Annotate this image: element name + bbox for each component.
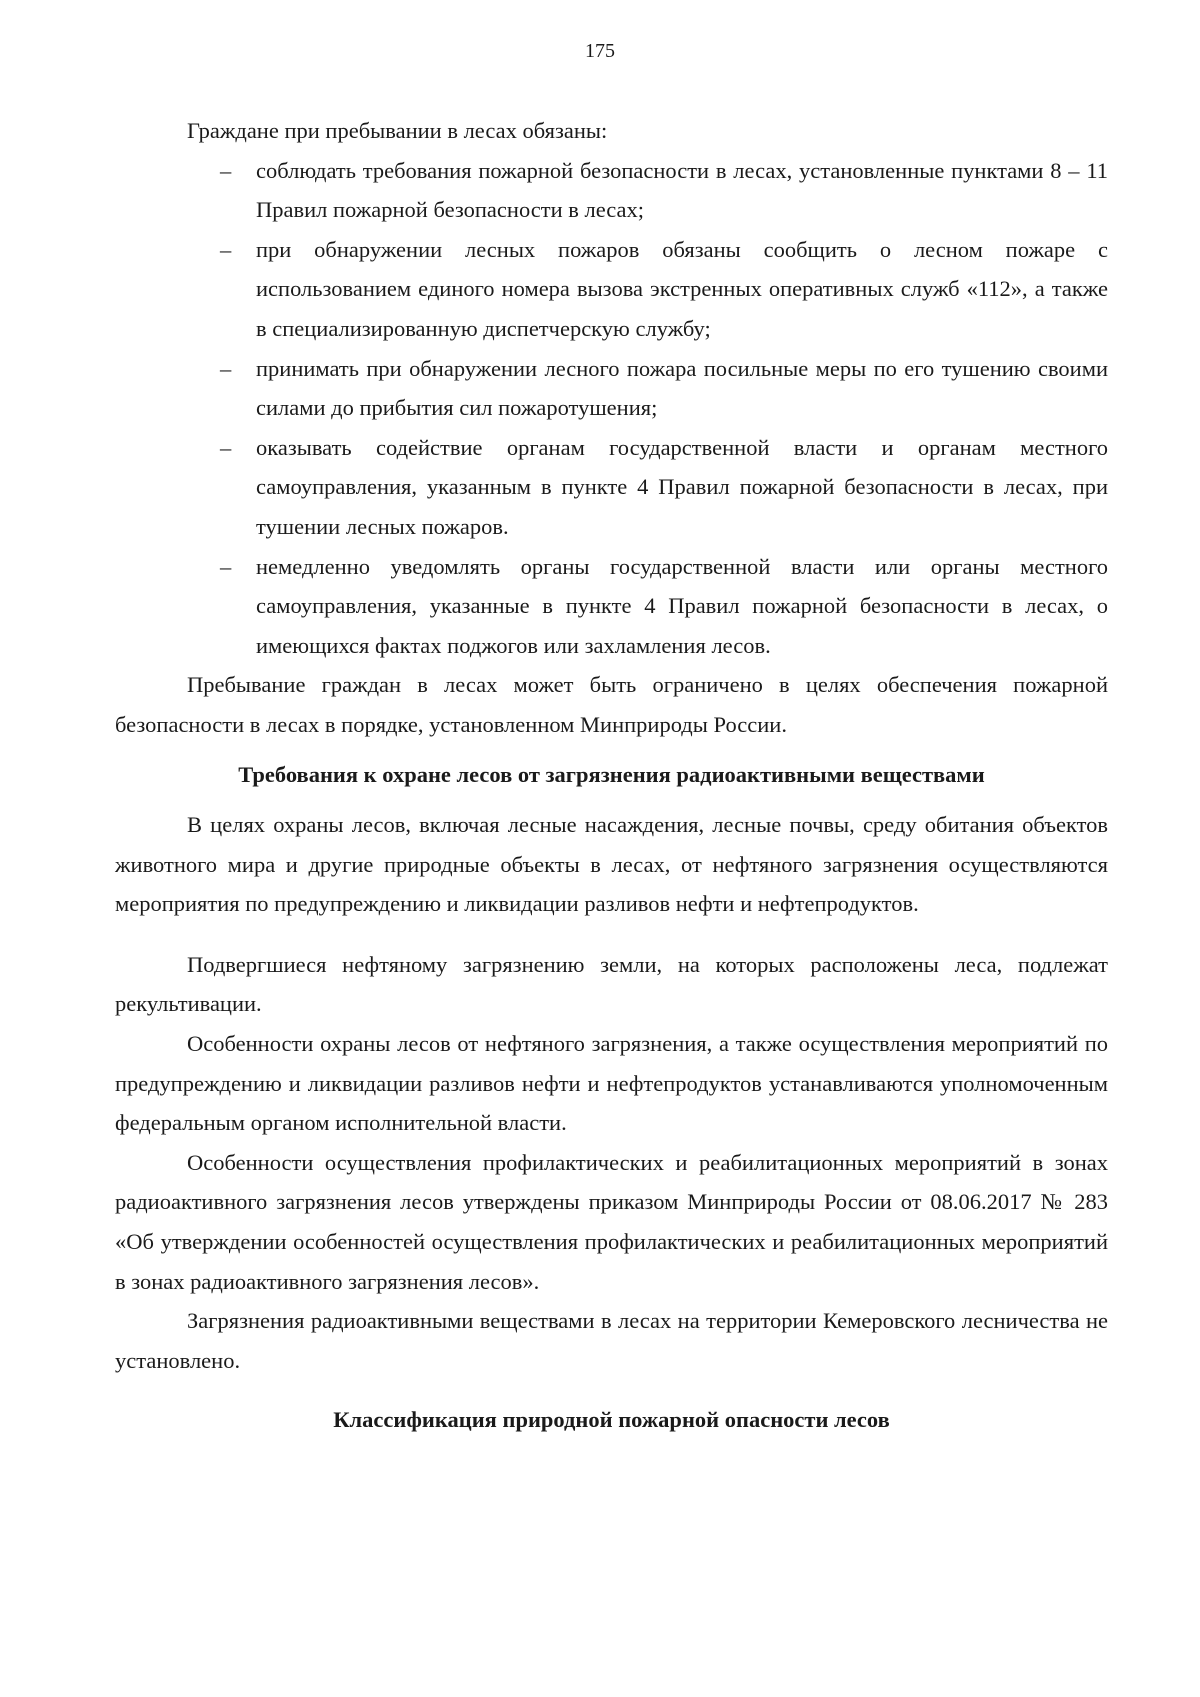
body-paragraph: Подвергшиеся нефтяному загрязнению земли, на которых расположены леса, подлежат рекультивации. bbox=[115, 951, 1108, 1017]
document-body bbox=[115, 111, 1108, 1440]
list-item-text: соблюдать требования пожарной безопасности в лесах, установленные пунктами 8 – 11 Правил пожарной безопасности в лесах; bbox=[256, 157, 1108, 223]
list-item-text: немедленно уведомлять органы государственной власти или органы местного самоуправления, указанные в пункте 4 Правил пожарной безопасности в лесах, о имеющихся фактах поджогов или захламления лесов. bbox=[256, 553, 1108, 658]
body-paragraph: Загрязнения радиоактивными веществами в лесах на территории Кемеровского лесничества не установлено. bbox=[115, 1308, 1108, 1373]
body-paragraph: Особенности осуществления профилактических и реабилитационных мероприятий в зонах радиоактивного загрязнения лесов утверждены приказом Минприроды России от 08.06.2017 № 283 «Об утверждении особенностей осуществления профилактических и реабилитационных мероприятий в зонах радиоактивного загрязнения лесов». bbox=[115, 1149, 1108, 1294]
list-item bbox=[220, 151, 1108, 230]
section-heading: Классификация природной пожарной опасности лесов bbox=[333, 1407, 890, 1433]
list-item-text: оказывать содействие органам государственной власти и органам местного самоуправления, указанным в пункте 4 Правил пожарной безопасности в лесах, при тушении лесных пожаров. bbox=[256, 434, 1108, 539]
list-item-text: принимать при обнаружении лесного пожара посильные меры по его тушению своими силами до прибытия сил пожаротушения; bbox=[256, 355, 1108, 421]
intro-paragraph: Граждане при пребывании в лесах обязаны: bbox=[187, 118, 608, 143]
list-item bbox=[220, 547, 1108, 666]
list-dash: – bbox=[220, 434, 232, 460]
list-item bbox=[220, 349, 1108, 428]
body-paragraph: Пребывание граждан в лесах может быть ограничено в целях обеспечения пожарной безопасности в лесах в порядке, установленном Минприроды России. bbox=[115, 672, 1108, 737]
body-paragraph: В целях охраны лесов, включая лесные насаждения, лесные почвы, среду обитания объектов животного мира и другие природные объекты в лесах, от нефтяного загрязнения осуществляются мероприятия по предупреждению и ликвидации разливов нефти и нефтепродуктов. bbox=[115, 812, 1108, 917]
list-dash: – bbox=[220, 355, 232, 381]
list-item bbox=[220, 230, 1108, 349]
list-dash: – bbox=[220, 157, 232, 183]
list-item bbox=[220, 428, 1108, 547]
list-dash: – bbox=[220, 236, 232, 262]
list-item-text: при обнаружении лесных пожаров обязаны сообщить о лесном пожаре с использованием единого номера вызова экстренных оперативных служб «112», а также в специализированную диспетчерскую службу; bbox=[256, 236, 1108, 341]
body-paragraph: Особенности охраны лесов от нефтяного загрязнения, а также осуществления мероприятий по предупреждению и ликвидации разливов нефти и нефтепродуктов устанавливаются уполномоченным федеральным органом исполнительной власти. bbox=[115, 1031, 1108, 1136]
list-dash: – bbox=[220, 553, 232, 579]
page-number: 175 bbox=[585, 40, 615, 62]
section-heading: Требования к охране лесов от загрязнения радиоактивными веществами bbox=[238, 761, 985, 787]
